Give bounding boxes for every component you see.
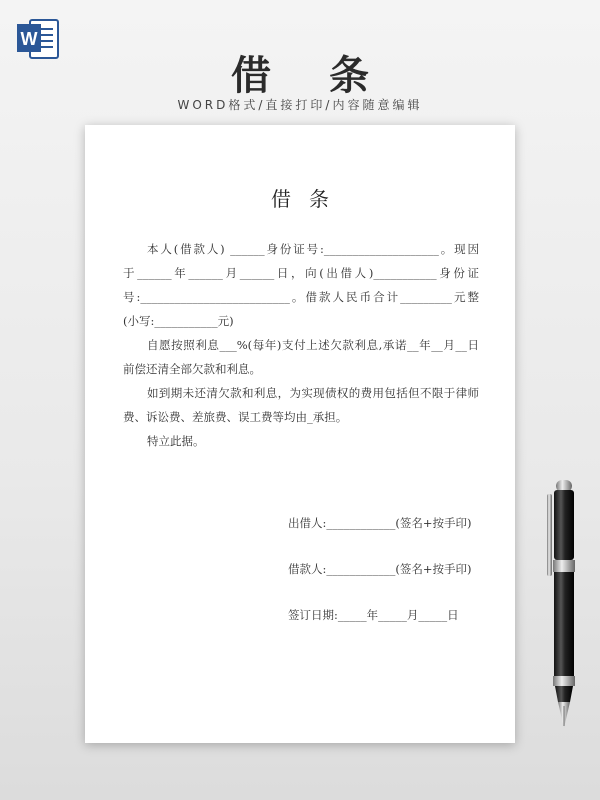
page-title: 借 条 [231, 53, 391, 99]
page-subtitle: WORD格式/直接打印/内容随意编辑 [177, 98, 423, 112]
paragraph-line: 于______年______月______日，向(出借人)___________身份证 [123, 266, 479, 280]
paragraph-line: 费、诉讼费、差旅费、误工费等均由_承担。 [123, 410, 348, 424]
signing-date: 签订日期:_____年_____月_____日 [288, 608, 459, 622]
word-logo-letter: W [20, 29, 38, 49]
lender-signature: 出借人:____________(签名+按手印) [288, 516, 472, 530]
paragraph-line: 自愿按照利息___%(每年)支付上述欠款利息,承诺__年__月__日 [147, 338, 479, 352]
paragraph-line: 特立此据。 [147, 434, 205, 448]
fountain-pen-icon [542, 480, 584, 730]
paragraph-line: 如到期未还清欠款和利息，为实现债权的费用包括但不限于律师 [147, 386, 479, 400]
borrower-signature: 借款人:____________(签名+按手印) [288, 562, 472, 576]
paragraph-line: (小写:___________元) [123, 314, 234, 328]
paragraph-line: 前偿还清全部欠款和利息。 [123, 362, 261, 376]
document-title: 借条 [271, 187, 347, 211]
paragraph-line: 号:__________________________。借款人民币合计_________元整 [123, 290, 479, 304]
document-page [85, 125, 515, 743]
paragraph-line: 本人(借款人) ______身份证号:____________________。现因 [147, 242, 479, 256]
document-body [123, 237, 479, 453]
